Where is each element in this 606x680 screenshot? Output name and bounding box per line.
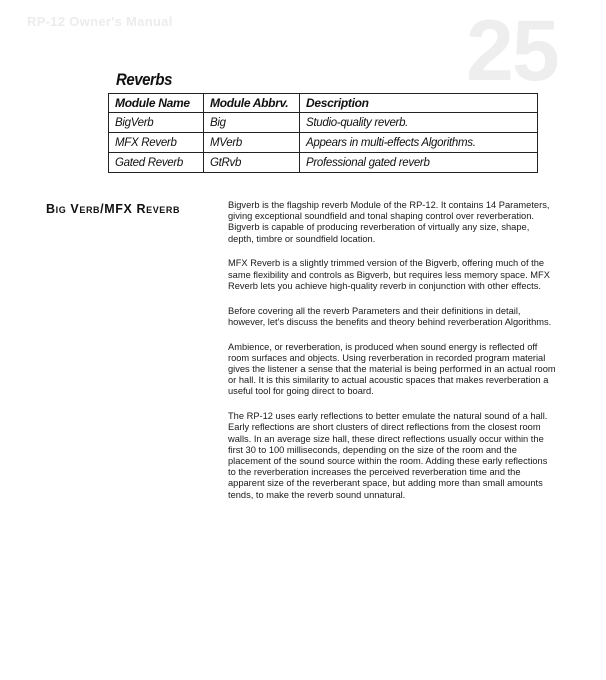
paragraph: Before covering all the reverb Parameters and their definitions in detail, however, let's discuss the benefits and theory behind reverberation Algorithms.: [228, 305, 552, 327]
table-cell-module-abbrv: MVerb: [204, 133, 300, 153]
column-header-description: Description: [300, 94, 538, 113]
table-cell-module-name: MFX Reverb: [109, 133, 204, 153]
table-cell-module-abbrv: Big: [204, 113, 300, 133]
table-row: [109, 133, 538, 153]
table-row: [109, 113, 538, 133]
table-cell-description: Professional gated reverb: [300, 153, 538, 173]
section-title: Reverbs: [116, 70, 172, 89]
table-cell-description: Appears in multi-effects Algorithms.: [300, 133, 538, 153]
column-header-module-abbrv: Module Abbrv.: [204, 94, 300, 113]
subsection-heading: Big Verb/MFX Reverb: [46, 202, 181, 216]
table-header-row: [109, 94, 538, 113]
paragraph: MFX Reverb is a slightly trimmed version of the Bigverb, offering much of the same flexibility and controls as Bigverb, but requires less memory space. MFX Reverb lets you achieve high-quality reverb in conjunction with other effects.: [228, 258, 550, 291]
manual-title: RP-12 Owner's Manual: [27, 14, 173, 29]
page-number: 25: [466, 3, 558, 99]
table-cell-description: Studio-quality reverb.: [300, 113, 538, 133]
table-cell-module-name: Gated Reverb: [109, 153, 204, 173]
paragraph: Ambience, or reverberation, is produced when sound energy is reflected off room surfaces and objects. Using reverberation in recorded program material gives the listener a sense that the material is being performed in an actual room or hall. It is this similarity to actual acoustic spaces that makes reverberation a useful tool for going direct to board.: [228, 341, 556, 397]
column-header-module-name: Module Name: [109, 94, 204, 113]
module-table: [108, 93, 538, 173]
table-row: [109, 153, 538, 173]
table-cell-module-abbrv: GtRvb: [204, 153, 300, 173]
paragraph: Bigverb is the flagship reverb Module of the RP-12. It contains 14 Parameters, giving exceptional soundfield and tonal shaping control over reverberation. Bigverb is capable of producing reverberation of virtually any size, shape, depth, timbre or soundfield location.: [228, 200, 550, 244]
body-text: [228, 200, 556, 514]
table-cell-module-name: BigVerb: [109, 113, 204, 133]
paragraph: The RP-12 uses early reflections to better emulate the natural sound of a hall. Early reflections are short clusters of direct reflections from the closest room walls. In an average size hall, these direct reflections usually occur within the first 30 to 100 milliseconds, depending on the size of the room and the placement of the sound source within the room. Adding these early reflections to the reverberation increases the perceived reverberation time and the apparent size of the reverberant space, but adding more than small amounts tends, to make the reverb sound unnatural.: [228, 411, 548, 500]
